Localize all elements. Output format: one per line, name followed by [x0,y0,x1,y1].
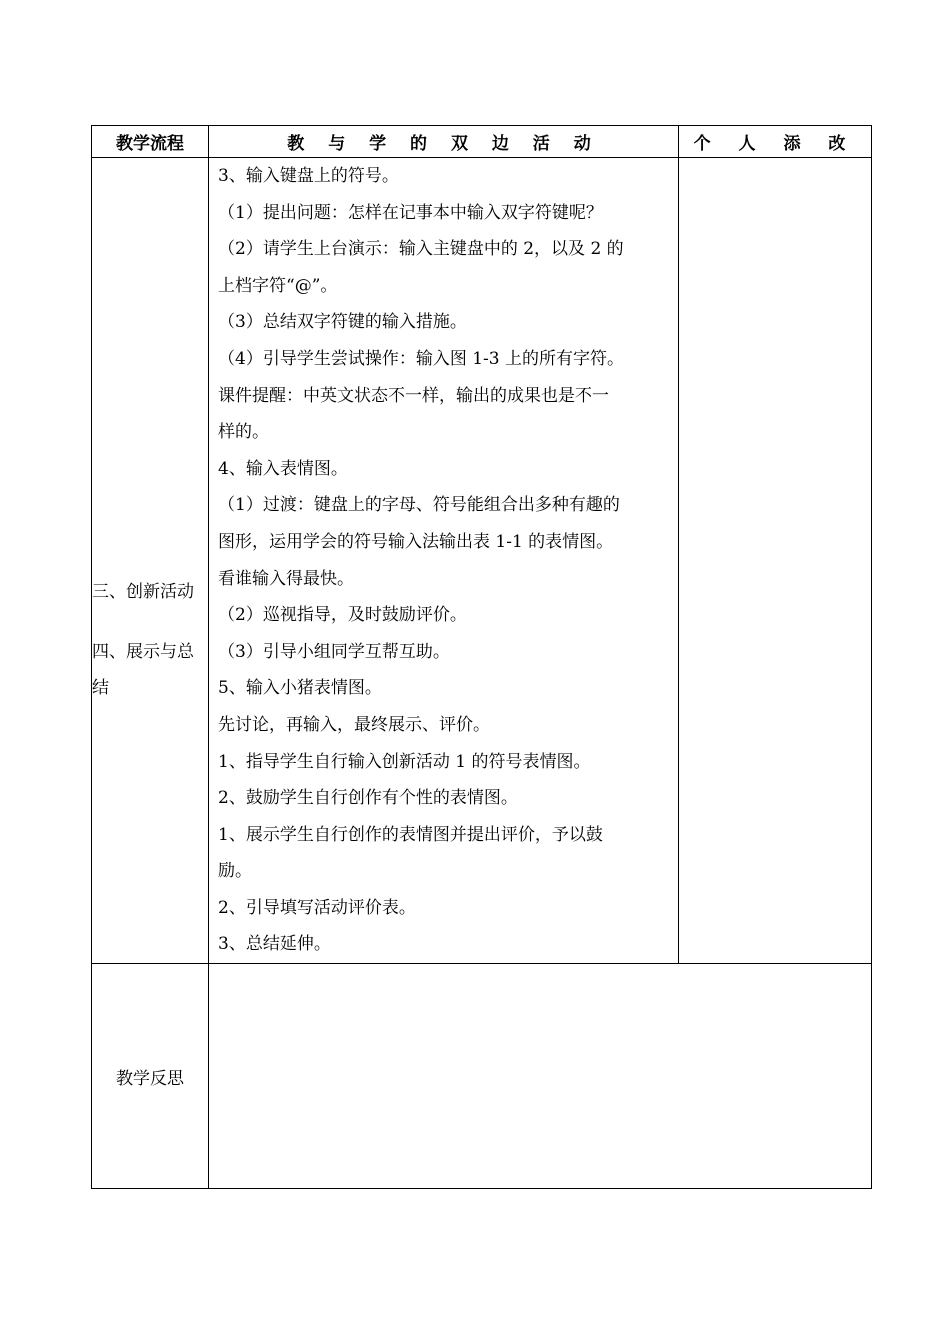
reflection-content-cell [209,964,872,1189]
activity-line: 3、总结延伸。 [218,934,331,955]
activity-line: （1）过渡：键盘上的字母、符号能组合出多种有趣的 [218,495,620,516]
activity-line: 看谁输入得最快。 [218,568,354,589]
activity-line: 课件提醒：中英文状态不一样，输出的成果也是不一 [218,385,609,406]
activity-line: 样的。 [218,422,269,443]
process-label-showcase: 四、展示与总结 [92,642,194,698]
activities-cell [209,158,679,964]
activity-line: 励。 [218,861,252,882]
activity-line: 2、鼓励学生自行创作有个性的表情图。 [218,788,518,809]
reflection-label: 教学反思 [116,1068,184,1089]
activity-line: （2）巡视指导，及时鼓励评价。 [218,605,467,626]
lesson-plan-table [91,125,872,1189]
activity-line: （3）总结双字符键的输入措施。 [218,312,467,333]
activity-line: 先讨论，再输入，最终展示、评价。 [218,714,490,735]
process-cell [92,158,209,964]
activity-line: 上档字符“@”。 [218,275,338,296]
activity-line: （2）请学生上台演示：输入主键盘中的 2，以及 2 的 [218,239,624,260]
activity-line: 图形，运用学会的符号输入法输出表 1-1 的表情图。 [218,531,614,552]
header-row [92,126,872,158]
activity-line: （3）引导小组同学互帮互助。 [218,641,450,662]
activity-line: 3、输入键盘上的符号。 [218,166,399,186]
header-process: 教学流程 [92,126,209,158]
process-label-innovation: 三、创新活动 [92,582,194,602]
activity-line: 1、指导学生自行输入创新活动 1 的符号表情图。 [218,751,591,772]
activity-line: 2、引导填写活动评价表。 [218,897,416,918]
activity-line: 1、展示学生自行创作的表情图并提出评价，予以鼓 [218,824,603,845]
activity-line: 5、输入小猪表情图。 [218,678,382,699]
header-activities: 教 与 学 的 双 边 活 动 [209,126,679,158]
header-notes: 个 人 添 改 [679,126,872,158]
activity-line: 4、输入表情图。 [218,458,348,479]
activity-line: （4）引导学生尝试操作：输入图 1-3 上的所有字符。 [218,348,624,369]
activity-line: （1）提出问题：怎样在记事本中输入双字符键呢？ [218,202,603,223]
content-row [92,158,872,964]
notes-cell [679,158,872,964]
reflection-label-cell [92,964,209,1189]
reflection-row [92,964,872,1189]
